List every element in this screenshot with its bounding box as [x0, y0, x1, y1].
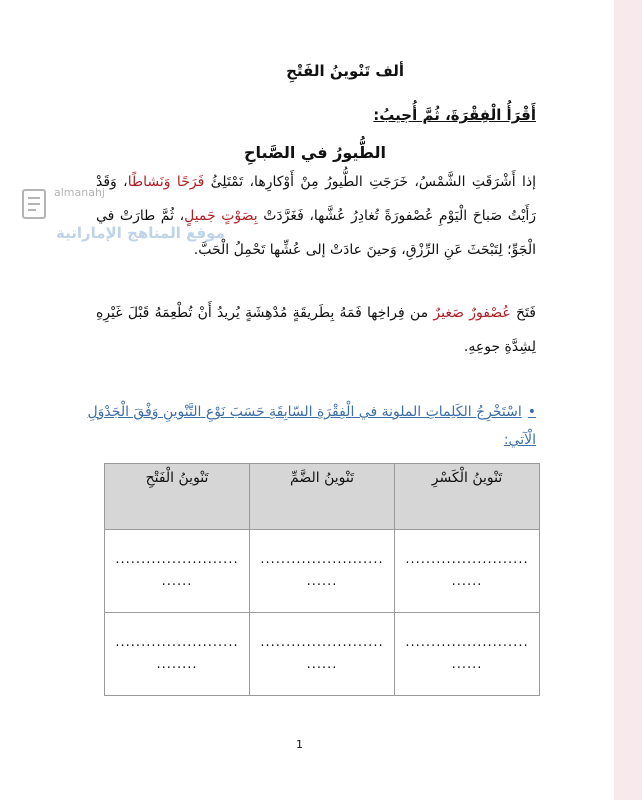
lesson-title: ألف تَنْوينُ الفَتْحِ — [286, 62, 404, 80]
side-strip — [614, 0, 642, 800]
p1-seg-4: ، وَقَدْ رَأَيْتُ صَباحَ الْيَوْمِ عُصْفورَةً تُغادِرُ عُشَّها، فَغَرَّدَتْ — [96, 174, 536, 224]
table-header-row — [105, 464, 540, 530]
answer-cell[interactable]: ........................ ...... — [395, 530, 540, 613]
tanween-table — [104, 463, 540, 696]
p2-highlight-usfur: عُصْفورٌ صَغيرٌ — [433, 305, 511, 321]
question-text: اسْتَخْرِجُ الكَلِماتِ الملونة في الْفِقْرَةِ السّابِقَةِ حَسَبَ نَوْعِ التَّنْوينِ وَفْقَ الْجَدْوَلِ الْآتي: — [87, 404, 536, 448]
header-damm: تَنْوينُ الضَّمِّ — [250, 464, 395, 530]
table-row — [105, 613, 540, 696]
watermark-arabic: موقع المناهج الإماراتية — [56, 224, 225, 242]
p1-highlight-nashatan: وَنَشاطًا — [127, 174, 171, 190]
p2-seg-0: فَتَحَ — [510, 305, 537, 321]
watermark-logo-icon — [20, 188, 50, 222]
p2-seg-2: من فِراخِها فَمَهُ بِطَريقَةٍ مُدْهِشَةٍ يُريدُ أَنْ تُطْعِمَهُ قَبْلَ غَيْرِهِ لِشِدَّةِ جوعِهِ. — [96, 305, 536, 355]
watermark-site: almanahj — [54, 186, 105, 199]
header-fath: تَنْوينُ الْفَتْحِ — [105, 464, 250, 530]
story-paragraph-2 — [96, 296, 536, 364]
bullet-icon: • — [527, 404, 536, 420]
answer-cell[interactable]: ........................ ........ — [105, 613, 250, 696]
p1-highlight-farahan: فَرَحًا — [176, 174, 205, 190]
extraction-question — [76, 398, 536, 454]
p1-highlight-bisawtin: بِصَوْتٍ جَميلٍ — [184, 208, 258, 224]
answer-cell[interactable]: ........................ ...... — [250, 530, 395, 613]
answer-cell[interactable]: ........................ ...... — [395, 613, 540, 696]
p1-seg-6: ، ثُمَّ طارَتْ في الْجَوِّ؛ لِتَبْحَثَ عَنِ الرِّزْقِ، وَحينَ عادَتْ إلى عُشِّها تَحْمِلُ الْحَبَّ. — [96, 208, 536, 258]
story-title: الطُّيورُ في الصَّباحِ — [244, 143, 386, 162]
header-kasr: تَنْوينُ الْكَسْرِ — [395, 464, 540, 530]
page-number: 1 — [296, 738, 303, 751]
answer-cell[interactable]: ........................ ...... — [250, 613, 395, 696]
reading-instruction: أَقْرَأُ الْفِقْرَةَ، ثُمَّ أُجيبُ: — [373, 106, 536, 124]
table-row — [105, 530, 540, 613]
p1-seg-0: إذا أَشْرَقَتِ الشَّمْسُ، خَرَجَتِ الطُّيورُ مِنْ أَوْكارِها، تَمْتَلِئُ — [204, 174, 537, 190]
answer-cell[interactable]: ........................ ...... — [105, 530, 250, 613]
